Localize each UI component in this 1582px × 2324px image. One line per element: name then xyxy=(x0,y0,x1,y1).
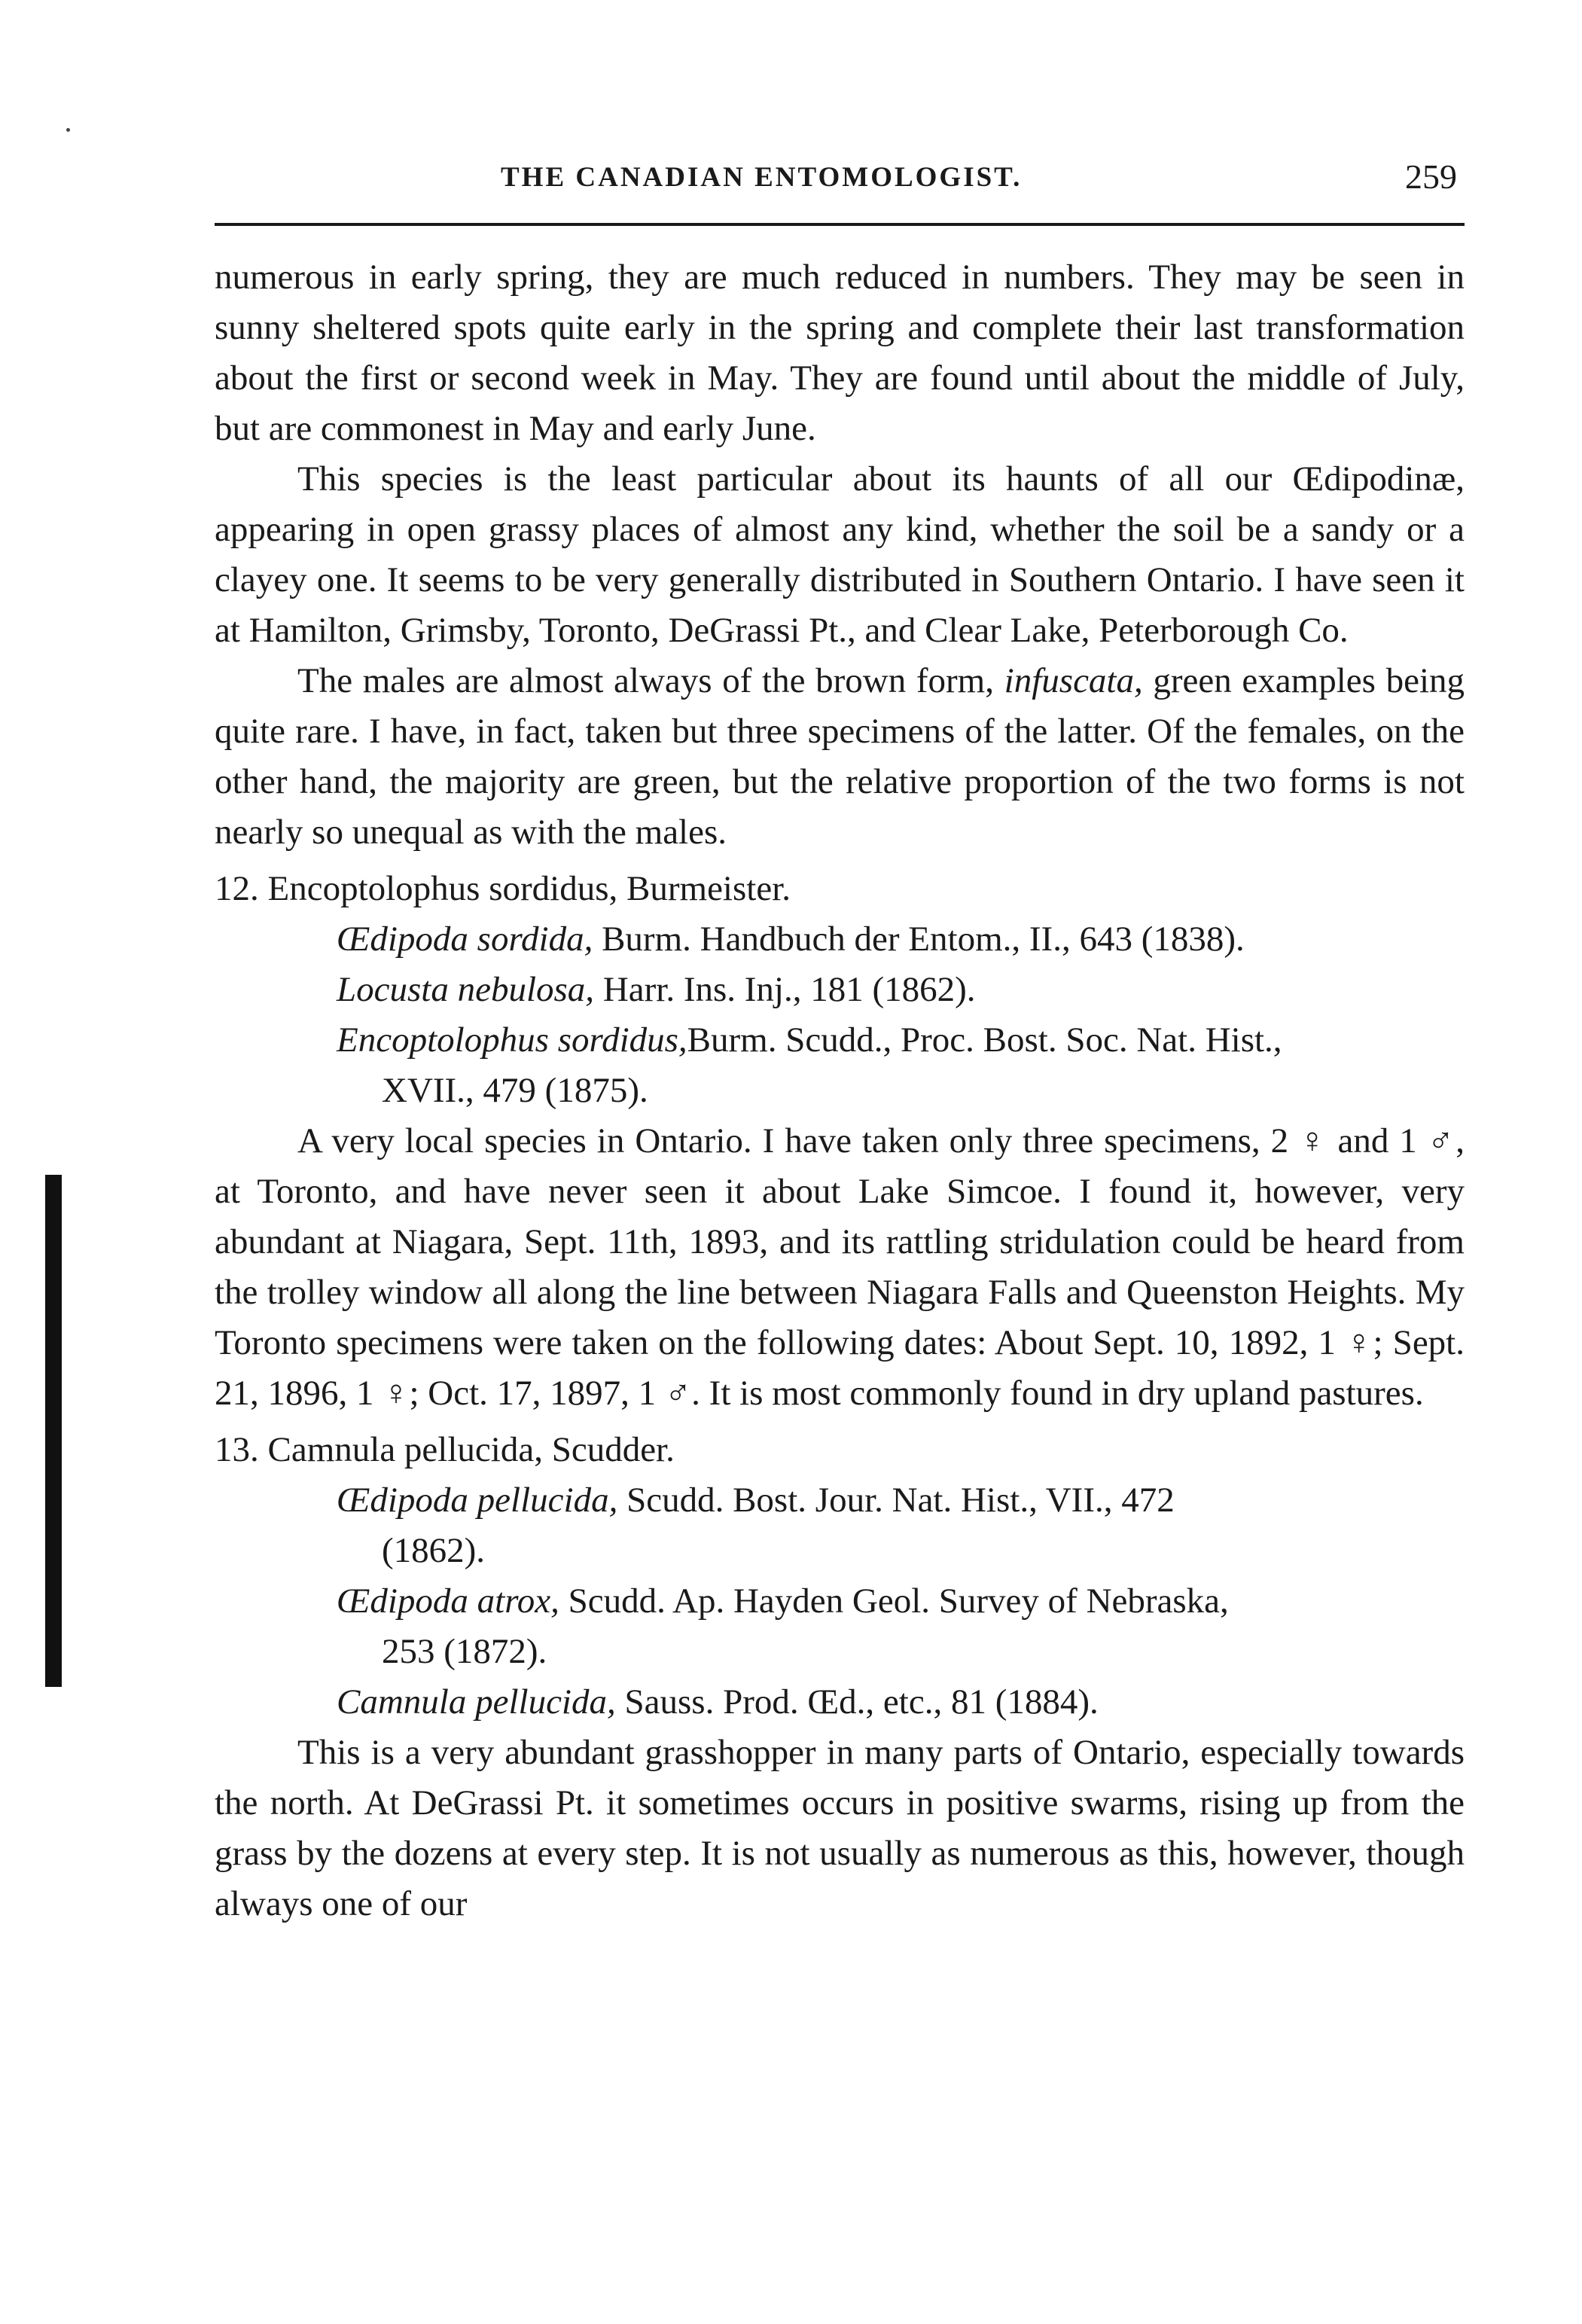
species-entry xyxy=(215,864,1465,914)
page-number: 259 xyxy=(1405,157,1457,196)
synonym-reference: Scudd. Ap. Hayden Geol. Survey of Nebraska, xyxy=(559,1581,1229,1621)
paragraph-text: The males are almost always of the brown form, xyxy=(297,661,1004,700)
synonym-line xyxy=(215,1015,1465,1116)
body-text xyxy=(215,252,1465,1929)
margin-mark xyxy=(66,128,70,132)
paragraph: This species is the least particular about its haunts of all our Œdipodinæ, appearing in open grassy places of almost any kind, whether the soil be a sandy or a clayey one. It seems to be very generally distributed in Southern Ontario. I have seen it at Hamilton, Grimsby, Toronto, DeGrassi Pt., and Clear Lake, Peterborough Co. xyxy=(215,459,1465,650)
paragraph: numerous in early spring, they are much reduced in numbers. They may be seen in sunny sheltered spots quite early in the spring and complete their last transformation about the first or second week in May. They are found until about the middle of July, but are commonest in May and early June. xyxy=(215,258,1465,448)
synonym-line xyxy=(215,1677,1465,1728)
header-rule xyxy=(215,223,1465,226)
entry-number: 13. xyxy=(215,1430,259,1469)
form-name: infuscata, xyxy=(1004,661,1143,700)
page-header xyxy=(215,157,1465,202)
synonym-continuation: (1862). xyxy=(382,1531,486,1570)
running-title: THE CANADIAN ENTOMOLOGIST. xyxy=(501,162,1023,193)
synonym-reference: Sauss. Prod. Œd., etc., 81 (1884). xyxy=(615,1682,1099,1722)
entry-name: Camnula pellucida, Scudder. xyxy=(267,1430,675,1469)
paragraph-text: green examples being quite rare. I have, in fact, taken but three specimens of the latter. Of the females, on the other hand, the majority are green, but the relative proportion of the two forms is not nearly so unequal as with the males. xyxy=(215,661,1465,852)
synonym-line xyxy=(215,1475,1465,1576)
synonym-name: Locusta nebulosa, xyxy=(337,970,595,1009)
paragraph: A very local species in Ontario. I have taken only three specimens, 2 ♀ and 1 ♂, at Toronto, and have never seen it about Lake Simcoe. I found it, however, very abundant at Niagara, Sept. 11th, 1893, and its rattling stridulation could be heard from the trolley window all along the line between Niagara Falls and Queenston Heights. My Toronto specimens were taken on the following dates: About Sept. 10, 1892, 1 ♀; Sept. 21, 1896, 1 ♀; Oct. 17, 1897, 1 ♂. It is most commonly found in dry upland pastures. xyxy=(215,1121,1465,1413)
synonym-reference: Burm. Handbuch der Entom., II., 643 (1838). xyxy=(593,920,1245,959)
synonym-name: Œdipoda pellucida, xyxy=(337,1481,618,1520)
synonym-name: Camnula pellucida, xyxy=(337,1682,616,1722)
synonym-continuation: 253 (1872). xyxy=(382,1632,547,1671)
synonym-line xyxy=(215,965,1465,1015)
synonym-line xyxy=(215,914,1465,965)
paragraph xyxy=(215,656,1465,858)
entry-name: Encoptolophus sordidus, Burmeister. xyxy=(267,869,791,908)
synonym-name: Œdipoda sordida, xyxy=(337,920,593,959)
entry-number: 12. xyxy=(215,869,259,908)
synonym-line xyxy=(215,1576,1465,1677)
synonym-continuation: XVII., 479 (1875). xyxy=(382,1071,648,1110)
synonym-name: Encoptolophus sordidus, xyxy=(337,1020,687,1060)
synonym-reference: Burm. Scudd., Proc. Bost. Soc. Nat. Hist., xyxy=(687,1020,1282,1060)
synonym-name: Œdipoda atrox, xyxy=(337,1581,559,1621)
synonym-reference: Scudd. Bost. Jour. Nat. Hist., VII., 472 xyxy=(617,1481,1175,1520)
synonym-reference: Harr. Ins. Inj., 181 (1862). xyxy=(594,970,976,1009)
paragraph: This is a very abundant grasshopper in many parts of Ontario, especially towards the north. At DeGrassi Pt. it sometimes occurs in positive swarms, rising up from the grass by the dozens at every step. It is not usually as numerous as this, however, though always one of our xyxy=(215,1733,1465,1923)
margin-bar xyxy=(45,1175,62,1687)
species-entry xyxy=(215,1425,1465,1475)
